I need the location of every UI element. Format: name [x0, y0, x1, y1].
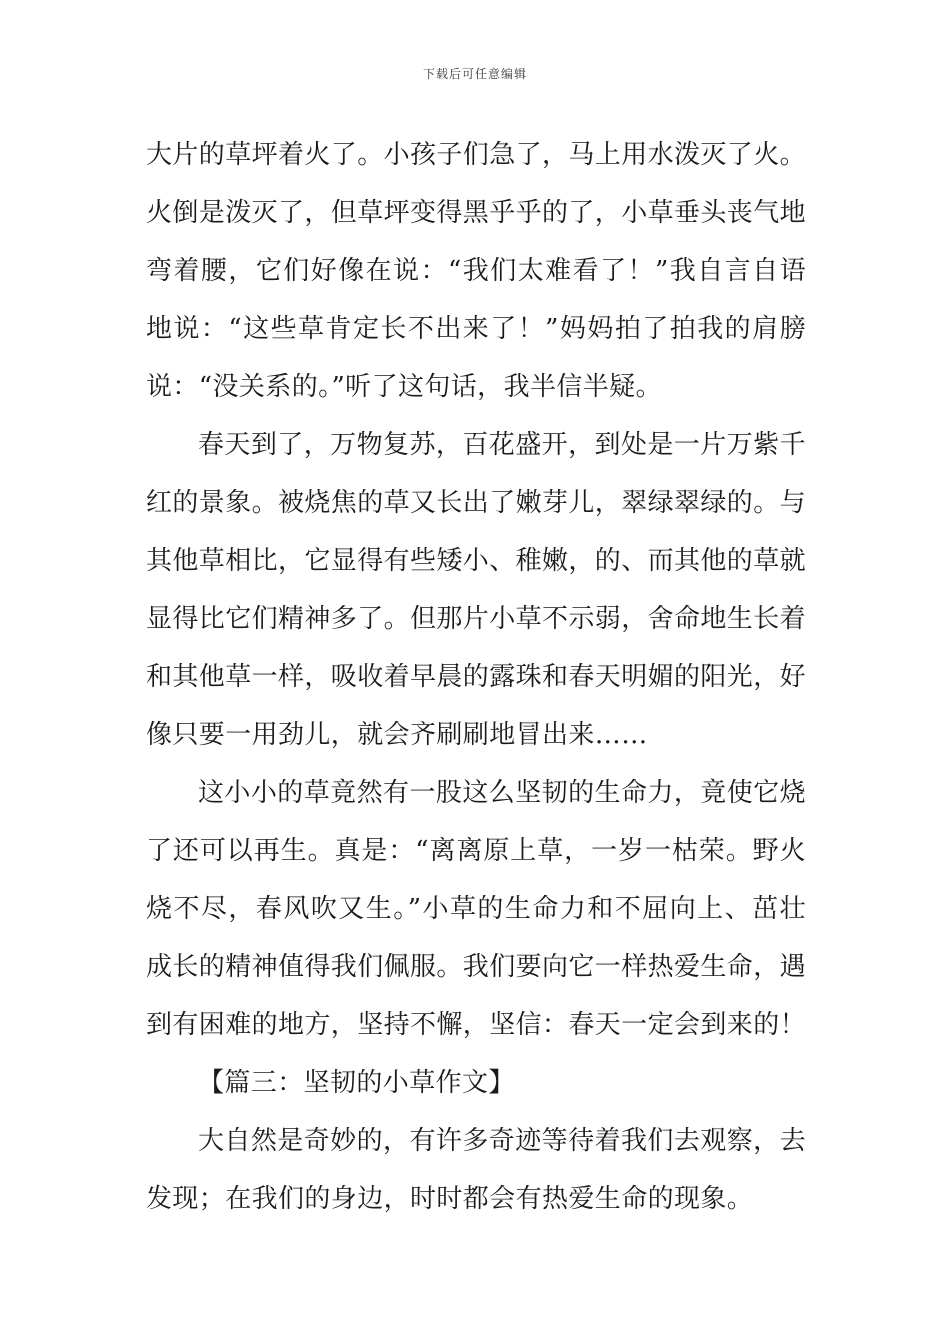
document-body	[146, 126, 806, 1228]
section-paragraph-1: 大自然是奇妙的，有许多奇迹等待着我们去观察，去发现；在我们的身边，时时都会有热爱生命的现象。	[146, 1126, 806, 1214]
page-header: 下载后可任意编辑	[422, 67, 527, 81]
section-heading: 【篇三：坚韧的小草作文】	[198, 1068, 515, 1098]
paragraph-1: 大片的草坪着火了。小孩子们急了，马上用水泼灭了火。火倒是泼灭了，但草坪变得黑乎乎的了，小草垂头丧气地弯着腰，它们好像在说：“我们太难看了！”我自言自语地说：“这些草肯定长不出来了！”妈妈拍了拍我的肩膀说：“没关系的。”听了这句话，我半信半疑。	[146, 140, 807, 402]
paragraph-2: 春天到了，万物复苏，百花盛开，到处是一片万紫千红的景象。被烧焦的草又长出了嫩芽儿，翠绿翠绿的。与其他草相比，它显得有些矮小、稚嫩，的、而其他的草就显得比它们精神多了。但那片小草不示弱，舍命地生长着和其他草一样，吸收着早晨的露珠和春天明媚的阳光，好像只要一用劲儿，就会齐刷刷地冒出来……	[146, 430, 807, 750]
paragraph-3: 这小小的草竟然有一股这么坚韧的生命力，竟使它烧了还可以再生。真是：“离离原上草，一岁一枯荣。野火烧不尽，春风吹又生。”小草的生命力和不屈向上、茁壮成长的精神值得我们佩服。我们要向它一样热爱生命，遇到有困难的地方，坚持不懈，坚信：春天一定会到来的！	[146, 778, 807, 1040]
